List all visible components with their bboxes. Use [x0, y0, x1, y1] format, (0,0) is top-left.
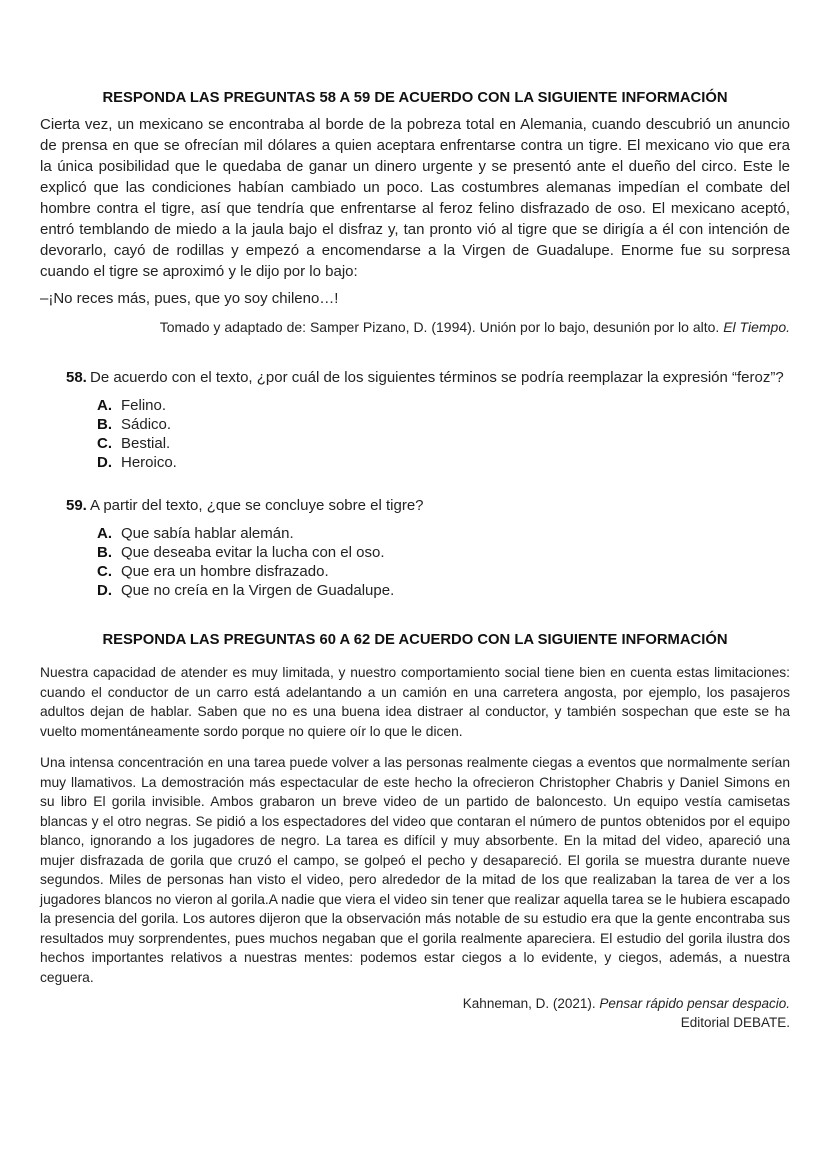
option-58-d: [97, 453, 790, 472]
question-59-options: [97, 524, 790, 600]
option-59-a-letter: A.: [97, 525, 112, 542]
citation1-text: Tomado y adaptado de: Samper Pizano, D. (1994). Unión por lo bajo, desunión por lo alto.: [159, 319, 724, 335]
question-59: [66, 495, 790, 600]
option-59-d-letter: D.: [97, 582, 112, 599]
option-59-d: [97, 581, 790, 600]
section2-paragraph2: Una intensa concentración en una tarea puede volver a las personas realmente ciegas a eventos que normalmente serían muy llamativos. La demostración más espectacular de este hecho la ofrecieron Christopher Chabris y Daniel Simons en su libro El gorila invisible. Ambos grabaron un breve video de un partido de baloncesto. Un equipo vestía camisetas blancas y el otro negras. Se pidió a los espectadores del video que contaran el número de puntos obtenidos por el equipo blanco, ignorando a los jugadores de negro. La tarea es difícil y muy absorbente. En la mitad del video, apareció una mujer disfrazada de gorila que cruzó el campo, se golpeó el pecho y desapareció. El gorila se muestra durante nueve segundos. Miles de personas han visto el video, pero alrededor de la mitad de los que realizaban la tarea de ver a los jugadores blancos no vieron al gorila.A nadie que viera el video sin tener que realizar aquella tarea se le hubiera escapado la presencia del gorila. Los autores dijeron que la observación más notable de su estudio era que la gente encontraba sus resultados muy sorprendentes, pues muchos negaban que el gorila realmente apareciera. El estudio del gorila ilustra dos hechos importantes relativos a nuestras mentes: podemos estar ciegos a lo evidente, y ciegos, además, a nuestra ceguera.: [40, 755, 790, 985]
option-59-b-letter: B.: [97, 544, 112, 561]
question-58-options: [97, 396, 790, 472]
citation2-title: Pensar rápido pensar despacio.: [599, 996, 790, 1011]
option-59-a: [97, 524, 790, 543]
option-59-c-text: Que era un hombre disfrazado.: [121, 563, 329, 580]
option-59-b-text: Que deseaba evitar la lucha con el oso.: [121, 544, 385, 561]
citation1-source: El Tiempo.: [723, 319, 790, 335]
option-58-a: [97, 396, 790, 415]
option-58-a-letter: A.: [97, 397, 112, 414]
section2-citation: [40, 994, 790, 1032]
option-58-b: [97, 415, 790, 434]
option-58-c-text: Bestial.: [121, 435, 171, 452]
option-58-c-letter: C.: [97, 435, 112, 452]
section1-header: RESPONDA LAS PREGUNTAS 58 A 59 DE ACUERDO CON LA SIGUIENTE INFORMACIÓN: [102, 90, 728, 106]
option-58-b-text: Sádico.: [121, 416, 172, 433]
option-59-b: [97, 543, 790, 562]
citation2-line1: [40, 994, 790, 1013]
section1-citation: [40, 317, 790, 337]
question-58-number: 58.: [66, 369, 87, 386]
option-59-c: [97, 562, 790, 581]
option-59-c-letter: C.: [97, 563, 112, 580]
citation2-author: Kahneman, D. (2021).: [462, 996, 600, 1011]
section1-quote: –¡No reces más, pues, que yo soy chileno…!: [40, 290, 339, 307]
option-59-a-text: Que sabía hablar alemán.: [121, 525, 294, 542]
option-58-b-letter: B.: [97, 416, 112, 433]
option-58-d-text: Heroico.: [121, 454, 177, 471]
question-59-number: 59.: [66, 497, 87, 514]
citation2-line2: Editorial DEBATE.: [680, 1015, 790, 1030]
option-58-d-letter: D.: [97, 454, 112, 471]
section1-paragraph: Cierta vez, un mexicano se encontraba al borde de la pobreza total en Alemania, cuando descubrió un anuncio de prensa en que se ofrecían mil dólares a quien aceptara enfrentarse contra un tigre. El mexicano vio que era la única posibilidad que le quedaba de ganar un dinero urgente y se presentó ante el dueño del circo. Este le explicó que las condiciones habían cambiado un poco. Las costumbres alemanas impedían el combate del hombre contra el tigre, así que tendría que enfrentarse al feroz felino disfrazado de oso. El mexicano aceptó, entró temblando de miedo a la jaula bajo el disfraz y, tan pronto vió al tigre que se dirigía a él con intención de devorarlo, cayó de rodillas y empezó a encomendarse a la Virgen de Guadalupe. Enorme fue su sorpresa cuando el tigre se aproximó y le dijo por lo bajo:: [40, 116, 790, 280]
question-59-text: A partir del texto, ¿que se concluye sobre el tigre?: [90, 497, 424, 514]
option-58-a-text: Felino.: [121, 397, 167, 414]
question-58-text: De acuerdo con el texto, ¿por cuál de los siguientes términos se podría reemplazar la expresión “feroz”?: [90, 369, 784, 386]
section2-paragraph1: Nuestra capacidad de atender es muy limitada, y nuestro comportamiento social tiene bien en cuenta estas limitaciones: cuando el conductor de un carro está adelantando a un camión en una carretera angosta, por ejemplo, los pasajeros adultos dejan de hablar. Saben que no es una buena idea distraer al conductor, y también sospechan que este se ha vuelto momentáneamente sordo porque no quiere oír lo que le dicen.: [40, 665, 790, 739]
question-58: [66, 367, 790, 472]
option-58-c: [97, 434, 790, 453]
section2-header: RESPONDA LAS PREGUNTAS 60 A 62 DE ACUERDO CON LA SIGUIENTE INFORMACIÓN: [102, 632, 728, 648]
option-59-d-text: Que no creía en la Virgen de Guadalupe.: [121, 582, 395, 599]
